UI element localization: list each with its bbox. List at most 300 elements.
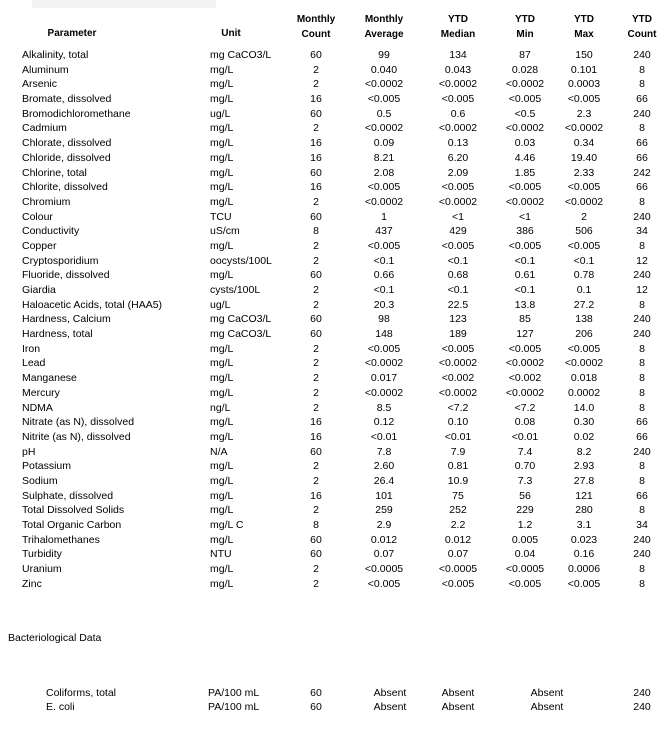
monthly-average-cell: 0.017	[370, 372, 398, 385]
monthly-average-cell: 0.012	[370, 533, 398, 546]
table-row	[0, 342, 671, 357]
monthly-count-cell: 2	[313, 474, 319, 487]
monthly-average-cell: <0.005	[367, 239, 401, 252]
ytd-count-cell: 8	[639, 195, 645, 208]
unit-cell: mg/L	[210, 504, 234, 517]
ytd-min-cell: 1.2	[517, 519, 533, 531]
unit-cell: mg/L	[210, 269, 234, 282]
monthly-average-cell: 0.09	[373, 137, 395, 150]
ytd-max-cell: 2.93	[573, 460, 595, 473]
unit-cell: mg/L	[210, 474, 234, 487]
parameter-cell: Bromodichloromethane	[22, 107, 131, 120]
parameter-cell: Fluoride, dissolved	[22, 269, 110, 282]
monthly-average-cell: <0.01	[370, 430, 398, 443]
ytd-count-cell: 66	[636, 430, 648, 443]
ytd-count-cell: 34	[636, 519, 648, 531]
unit-cell: mg/L	[210, 239, 234, 252]
monthly-average-cell: <0.005	[367, 181, 401, 194]
ytd-min-cell: <0.5	[514, 107, 536, 120]
ytd-count-cell: 8	[639, 386, 645, 399]
table-row	[0, 356, 671, 371]
unit-cell: oocysts/100L	[210, 254, 272, 267]
ytd-count-cell: 8	[639, 401, 645, 414]
header-ytd-max: YTD Max	[574, 14, 594, 40]
ytd-min-cell: <0.005	[508, 181, 542, 194]
ytd-count-cell: 8	[639, 372, 645, 385]
unit-cell: mg/L	[210, 357, 234, 370]
monthly-average-cell: <0.1	[373, 254, 395, 267]
unit-cell: mg/L	[210, 151, 234, 164]
parameter-cell: Nitrate (as N), dissolved	[22, 416, 135, 429]
table-row	[0, 48, 671, 63]
ytd-median-cell: 429	[449, 225, 467, 238]
unit-cell: uS/cm	[210, 225, 240, 238]
table-row	[0, 180, 671, 195]
ytd-max-cell: 14.0	[573, 401, 595, 414]
parameter-cell: Total Organic Carbon	[22, 519, 122, 531]
monthly-count-cell: 16	[310, 489, 322, 502]
monthly-count-cell: 16	[310, 416, 322, 429]
ytd-median-cell: 0.10	[447, 416, 469, 429]
ytd-median-cell: 22.5	[447, 298, 469, 311]
ytd-min-cell: 87	[519, 49, 531, 61]
ytd-max-cell: 2	[581, 210, 587, 223]
header-ytd-min: YTD Min	[515, 14, 535, 40]
monthly-average-cell: 0.5	[376, 107, 392, 120]
ytd-min-cell: <0.005	[508, 342, 542, 355]
header-monthly-count: Monthly Count	[296, 14, 336, 40]
ytd-min-cell: 0.70	[514, 460, 536, 473]
ytd-max-cell: 0.018	[570, 372, 598, 385]
monthly-average-cell: Absent	[373, 701, 407, 713]
parameter-cell: Trihalomethanes	[22, 533, 100, 546]
parameter-cell: Coliforms, total	[46, 687, 117, 699]
monthly-average-cell: 99	[378, 49, 390, 61]
ytd-count-cell: 240	[633, 107, 651, 120]
ytd-min-cell: 127	[516, 328, 534, 341]
parameter-cell: Conductivity	[22, 225, 80, 238]
unit-cell: N/A	[210, 445, 228, 458]
ytd-max-cell: <0.0002	[564, 195, 604, 208]
ytd-min-cell: <7.2	[514, 401, 536, 414]
ytd-median-cell: <7.2	[447, 401, 469, 414]
monthly-count-cell: 2	[313, 357, 319, 370]
ytd-min-cell: <0.0002	[505, 195, 545, 208]
parameter-cell: Colour	[22, 210, 53, 223]
ytd-median-cell: 123	[449, 313, 467, 326]
ytd-max-cell: 8.2	[576, 445, 592, 458]
ytd-count-cell: 66	[636, 151, 648, 164]
ytd-min-cell: <1	[519, 210, 531, 223]
parameter-cell: Chloride, dissolved	[22, 151, 111, 164]
table-row	[0, 489, 671, 504]
ytd-max-cell: 0.023	[570, 533, 598, 546]
unit-cell: cysts/100L	[210, 284, 261, 296]
ytd-max-cell: 0.30	[573, 416, 595, 429]
unit-cell: mg/L	[210, 181, 234, 194]
monthly-average-cell: 0.12	[373, 416, 395, 429]
monthly-count-cell: 60	[310, 210, 322, 223]
parameter-cell: Alkalinity, total	[22, 49, 89, 61]
ytd-count-cell: 8	[639, 504, 645, 517]
ytd-min-cell: 229	[516, 504, 534, 517]
ytd-max-cell: <0.005	[567, 181, 601, 194]
monthly-count-cell: 60	[310, 107, 322, 120]
ytd-max-cell: 0.0006	[567, 563, 601, 576]
ytd-median-cell: <0.005	[441, 239, 475, 252]
ytd-max-cell: 0.34	[573, 137, 595, 150]
monthly-average-cell: 8.21	[373, 151, 395, 164]
monthly-count-cell: 60	[310, 328, 322, 341]
table-row	[0, 107, 671, 122]
ytd-min-cell: 85	[519, 313, 531, 326]
ytd-max-cell: 0.16	[573, 548, 595, 561]
ytd-count-cell: 66	[636, 137, 648, 150]
ytd-count-cell: 66	[636, 93, 648, 106]
unit-cell: mg/L	[210, 386, 234, 399]
ytd-median-cell: <0.01	[444, 430, 472, 443]
ytd-min-cell: <0.0002	[505, 122, 545, 135]
ytd-count-cell: 240	[633, 687, 651, 699]
ytd-min-cell: 7.4	[517, 445, 533, 458]
parameter-cell: Bromate, dissolved	[22, 93, 112, 106]
table-row	[0, 166, 671, 181]
ytd-max-cell: 138	[575, 313, 593, 326]
ytd-count-cell: 12	[636, 254, 648, 267]
unit-cell: NTU	[210, 548, 232, 561]
parameter-cell: Chlorite, dissolved	[22, 181, 108, 194]
monthly-count-cell: 60	[310, 687, 322, 699]
ytd-count-cell: 8	[639, 563, 645, 576]
parameter-table	[0, 48, 671, 591]
parameter-cell: Chlorate, dissolved	[22, 137, 112, 150]
monthly-average-cell: 98	[378, 313, 390, 326]
monthly-count-cell: 2	[313, 577, 319, 590]
monthly-average-cell: <0.0002	[364, 195, 404, 208]
unit-cell: ug/L	[210, 298, 231, 311]
unit-cell: mg/L	[210, 93, 234, 106]
unit-cell: mg/L	[210, 372, 234, 385]
parameter-cell: Nitrite (as N), dissolved	[22, 430, 131, 443]
unit-cell: ng/L	[210, 401, 231, 414]
parameter-cell: Hardness, total	[22, 328, 93, 341]
ytd-median-cell: 6.20	[447, 151, 469, 164]
ytd-min-cell: <0.002	[508, 372, 542, 385]
ytd-median-cell: 0.68	[447, 269, 469, 282]
ytd-max-cell: 27.8	[573, 474, 595, 487]
header-ytd-count: YTD Count	[627, 14, 657, 40]
monthly-average-cell: 0.07	[373, 548, 395, 561]
parameter-cell: Iron	[22, 342, 41, 355]
monthly-average-cell: 148	[375, 328, 393, 341]
ytd-median-cell: 7.9	[450, 445, 466, 458]
parameter-cell: Total Dissolved Solids	[22, 504, 125, 517]
table-row	[0, 92, 671, 107]
monthly-count-cell: 2	[313, 195, 319, 208]
parameter-cell: Sulphate, dissolved	[22, 489, 114, 502]
ytd-min-cell: <0.0002	[505, 357, 545, 370]
monthly-count-cell: 2	[313, 563, 319, 576]
monthly-average-cell: <0.0002	[364, 357, 404, 370]
table-row	[0, 312, 671, 327]
monthly-count-cell: 60	[310, 533, 322, 546]
monthly-count-cell: 16	[310, 181, 322, 194]
table-row	[0, 298, 671, 313]
ytd-min-cell: 386	[516, 225, 534, 238]
ytd-median-cell: 0.07	[447, 548, 469, 561]
parameter-cell: Cryptosporidium	[22, 254, 99, 267]
header-shade	[32, 0, 216, 8]
monthly-count-cell: 16	[310, 430, 322, 443]
table-row	[0, 224, 671, 239]
ytd-min-cell: 13.8	[514, 298, 536, 311]
ytd-median-cell: <0.0002	[438, 386, 478, 399]
parameter-cell: Giardia	[22, 284, 56, 296]
table-row	[0, 371, 671, 386]
ytd-min-cell: <0.01	[511, 430, 539, 443]
table-row	[0, 63, 671, 78]
monthly-average-cell: <0.005	[367, 577, 401, 590]
table-row	[0, 577, 671, 592]
monthly-count-cell: 2	[313, 342, 319, 355]
monthly-count-cell: 16	[310, 93, 322, 106]
monthly-count-cell: 16	[310, 151, 322, 164]
ytd-max-cell: 0.0002	[567, 386, 601, 399]
table-row	[0, 533, 671, 548]
parameter-cell: Potassium	[22, 460, 72, 473]
parameter-cell: E. coli	[46, 701, 75, 713]
parameter-cell: Haloacetic Acids, total (HAA5)	[22, 298, 163, 311]
unit-cell: mg/L	[210, 78, 234, 91]
ytd-max-cell: 121	[575, 489, 593, 502]
unit-cell: mg/L	[210, 563, 234, 576]
ytd-count-cell: 240	[633, 328, 651, 341]
unit-cell: mg/L	[210, 489, 234, 502]
unit-cell: mg/L	[210, 137, 234, 150]
monthly-count-cell: 60	[310, 313, 322, 326]
unit-cell: mg CaCO3/L	[210, 49, 272, 61]
unit-cell: mg/L	[210, 577, 234, 590]
parameter-cell: Turbidity	[22, 548, 62, 561]
ytd-count-cell: 66	[636, 416, 648, 429]
parameter-cell: Copper	[22, 239, 57, 252]
ytd-max-cell: <0.005	[567, 239, 601, 252]
ytd-min-cell: 0.03	[514, 137, 536, 150]
table-row	[0, 210, 671, 225]
unit-cell: mg/L	[210, 122, 234, 135]
monthly-average-cell: 437	[375, 225, 393, 238]
ytd-max-cell: <0.005	[567, 577, 601, 590]
ytd-min-cell: 0.04	[514, 548, 536, 561]
ytd-count-cell: 66	[636, 181, 648, 194]
ytd-count-cell: 8	[639, 474, 645, 487]
table-row	[0, 401, 671, 416]
ytd-median-cell: 189	[449, 328, 467, 341]
monthly-count-cell: 2	[313, 78, 319, 91]
ytd-min-cell: Absent	[530, 687, 564, 699]
ytd-median-cell: 2.2	[450, 519, 466, 531]
monthly-count-cell: 60	[310, 701, 322, 713]
ytd-median-cell: <0.1	[447, 284, 469, 296]
ytd-count-cell: 8	[639, 357, 645, 370]
table-row	[0, 195, 671, 210]
monthly-count-cell: 60	[310, 269, 322, 282]
parameter-cell: Chlorine, total	[22, 166, 87, 179]
ytd-max-cell: <0.005	[567, 342, 601, 355]
ytd-max-cell: 19.40	[570, 151, 598, 164]
monthly-count-cell: 8	[313, 519, 319, 531]
monthly-average-cell: <0.0005	[364, 563, 404, 576]
monthly-average-cell: 1	[381, 210, 387, 223]
monthly-average-cell: 26.4	[373, 474, 395, 487]
unit-cell: mg CaCO3/L	[210, 328, 272, 341]
monthly-count-cell: 2	[313, 298, 319, 311]
ytd-count-cell: 8	[639, 460, 645, 473]
ytd-max-cell: 3.1	[576, 519, 592, 531]
ytd-median-cell: <0.005	[441, 93, 475, 106]
parameter-cell: Uranium	[22, 563, 62, 576]
table-row	[0, 547, 671, 562]
ytd-median-cell: 0.81	[447, 460, 469, 473]
ytd-median-cell: 0.043	[444, 63, 472, 76]
unit-cell: PA/100 mL	[208, 701, 260, 713]
ytd-min-cell: <0.0002	[505, 386, 545, 399]
monthly-average-cell: <0.005	[367, 93, 401, 106]
monthly-count-cell: 2	[313, 284, 319, 296]
ytd-median-cell: <0.0002	[438, 357, 478, 370]
ytd-min-cell: 56	[519, 489, 531, 502]
ytd-max-cell: 0.0003	[567, 78, 601, 91]
ytd-min-cell: Absent	[530, 701, 564, 713]
ytd-count-cell: 8	[639, 577, 645, 590]
ytd-median-cell: 0.012	[444, 533, 472, 546]
ytd-median-cell: <0.1	[447, 254, 469, 267]
ytd-median-cell: 0.13	[447, 137, 469, 150]
ytd-max-cell: <0.1	[573, 254, 595, 267]
ytd-count-cell: 66	[636, 489, 648, 502]
table-row	[0, 503, 671, 518]
ytd-max-cell: <0.005	[567, 93, 601, 106]
table-row	[0, 562, 671, 577]
ytd-max-cell: <0.0002	[564, 357, 604, 370]
table-row	[0, 254, 671, 269]
parameter-cell: Arsenic	[22, 78, 58, 91]
parameter-cell: Zinc	[22, 577, 42, 590]
monthly-average-cell: 2.60	[373, 460, 395, 473]
parameter-cell: Sodium	[22, 474, 58, 487]
ytd-max-cell: 0.101	[570, 63, 598, 76]
unit-cell: ug/L	[210, 107, 231, 120]
ytd-min-cell: <0.005	[508, 239, 542, 252]
monthly-count-cell: 60	[310, 49, 322, 61]
ytd-min-cell: <0.1	[514, 254, 536, 267]
ytd-max-cell: 506	[575, 225, 593, 238]
ytd-count-cell: 242	[633, 166, 651, 179]
parameter-cell: Lead	[22, 357, 46, 370]
monthly-average-cell: 0.66	[373, 269, 395, 282]
unit-cell: mg/L	[210, 533, 234, 546]
monthly-count-cell: 2	[313, 372, 319, 385]
table-row	[0, 327, 671, 342]
ytd-max-cell: 2.3	[576, 107, 592, 120]
ytd-max-cell: 206	[575, 328, 593, 341]
monthly-count-cell: 2	[313, 63, 319, 76]
monthly-average-cell: Absent	[373, 687, 407, 699]
ytd-count-cell: 8	[639, 63, 645, 76]
ytd-min-cell: 4.46	[514, 151, 536, 164]
ytd-count-cell: 240	[633, 445, 651, 458]
parameter-cell: Hardness, Calcium	[22, 313, 111, 326]
monthly-count-cell: 2	[313, 254, 319, 267]
ytd-median-cell: Absent	[441, 701, 475, 713]
monthly-average-cell: 2.9	[376, 519, 392, 531]
ytd-count-cell: 8	[639, 122, 645, 135]
table-row	[0, 459, 671, 474]
ytd-max-cell: 2.33	[573, 166, 595, 179]
ytd-count-cell: 240	[633, 313, 651, 326]
ytd-median-cell: <0.005	[441, 181, 475, 194]
ytd-min-cell: <0.0002	[505, 78, 545, 91]
ytd-min-cell: 0.005	[511, 533, 539, 546]
ytd-min-cell: 0.028	[511, 63, 539, 76]
ytd-count-cell: 8	[639, 342, 645, 355]
ytd-min-cell: <0.0005	[505, 563, 545, 576]
ytd-median-cell: <1	[452, 210, 464, 223]
ytd-max-cell: 0.02	[573, 430, 595, 443]
table-row	[0, 430, 671, 445]
ytd-median-cell: <0.0002	[438, 195, 478, 208]
ytd-median-cell: <0.005	[441, 577, 475, 590]
monthly-average-cell: 101	[375, 489, 393, 502]
ytd-max-cell: 0.78	[573, 269, 595, 282]
ytd-count-cell: 8	[639, 239, 645, 252]
table-row	[0, 151, 671, 166]
monthly-count-cell: 2	[313, 460, 319, 473]
monthly-count-cell: 2	[313, 122, 319, 135]
parameter-cell: Chromium	[22, 195, 71, 208]
table-row	[0, 474, 671, 489]
ytd-max-cell: 0.1	[576, 284, 592, 296]
table-row	[0, 283, 671, 298]
ytd-count-cell: 12	[636, 284, 648, 296]
monthly-count-cell: 2	[313, 386, 319, 399]
table-row	[0, 136, 671, 151]
monthly-average-cell: <0.0002	[364, 386, 404, 399]
ytd-min-cell: 7.3	[517, 474, 533, 487]
ytd-median-cell: 0.6	[450, 107, 466, 120]
ytd-min-cell: 0.61	[514, 269, 536, 282]
parameter-cell: Manganese	[22, 372, 77, 385]
unit-cell: mg CaCO3/L	[210, 313, 272, 326]
ytd-max-cell: <0.0002	[564, 122, 604, 135]
header-unit: Unit	[221, 28, 241, 39]
table-row	[0, 415, 671, 430]
monthly-average-cell: <0.005	[367, 342, 401, 355]
monthly-average-cell: <0.0002	[364, 78, 404, 91]
monthly-count-cell: 2	[313, 504, 319, 517]
ytd-median-cell: <0.0005	[438, 563, 478, 576]
ytd-min-cell: 0.08	[514, 416, 536, 429]
ytd-count-cell: 8	[639, 78, 645, 91]
table-row	[0, 268, 671, 283]
table-row	[0, 77, 671, 92]
ytd-max-cell: 280	[575, 504, 593, 517]
unit-cell: PA/100 mL	[208, 687, 260, 699]
monthly-count-cell: 60	[310, 166, 322, 179]
ytd-median-cell: 10.9	[447, 474, 469, 487]
table-row	[0, 386, 671, 401]
table-row	[0, 518, 671, 533]
